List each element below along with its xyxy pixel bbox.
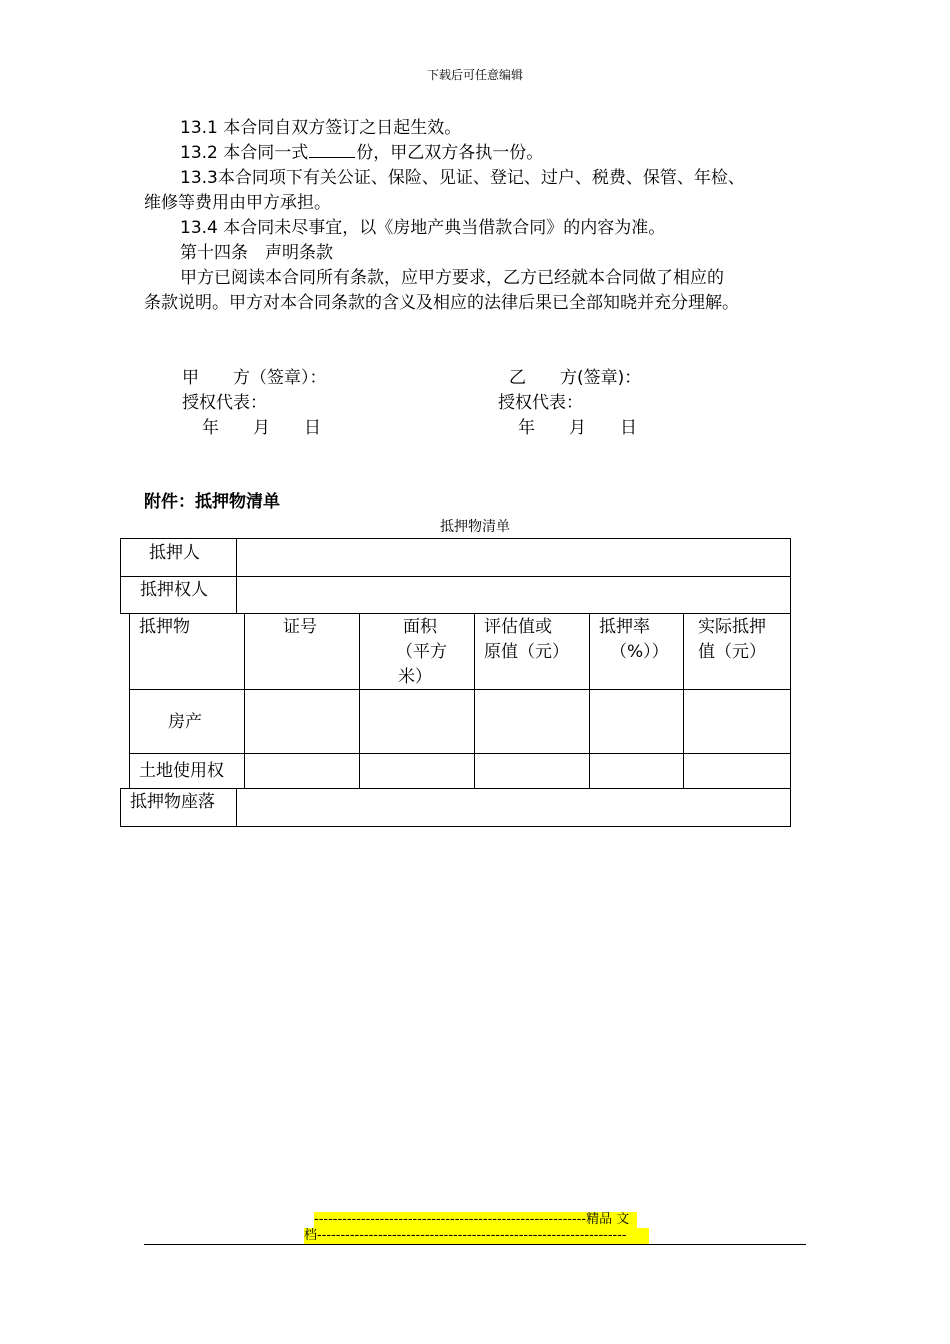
page-header-note: 下载后可任意编辑 [426,68,523,82]
clause-13-3-line2: 维修等费用由甲方承担。 [144,193,331,213]
row-property-rate-cell [589,689,684,754]
row-property-label-cell [129,689,245,754]
col-header-rate [589,613,684,690]
row-land-value-cell [474,753,590,789]
col-actual-label-1: 实际抵押 [698,617,766,637]
col-cert-label: 证号 [283,617,317,637]
mortgagee-value-cell [236,576,791,614]
party-b-date: 年 月 日 [518,418,637,438]
party-b-signature: 乙 方(签章)： [509,368,642,388]
attachment-heading: 附件：抵押物清单 [144,492,280,512]
mortgagee-label-cell [120,576,237,614]
clause-13-2 [180,141,543,166]
row-land-rate-cell [589,753,684,789]
party-a-representative: 授权代表： [182,393,267,413]
mortgagor-label: 抵押人 [149,543,200,563]
row-property-label: 房产 [168,712,202,732]
article-14-line2: 条款说明。甲方对本合同条款的含义及相应的法律后果已全部知晓并充分理解。 [144,293,739,313]
article-14-title: 第十四条 声明条款 [180,243,333,263]
location-value-cell [236,788,791,827]
party-b-representative: 授权代表： [498,393,583,413]
col-rate-label-2: （%）） [610,642,669,662]
table-caption: 抵押物清单 [440,519,510,535]
row-property-value-cell [474,689,590,754]
mortgagor-value-cell [236,538,791,577]
col-area-label-1: 面积 [403,617,437,637]
col-area-label-3: 米） [398,667,432,687]
col-area-label-2: （平方 [396,642,447,662]
clause-13-4: 13.4 本合同未尽事宜，以《房地产典当借款合同》的内容为准。 [180,218,666,238]
col-actual-label-2: 值（元） [698,642,766,662]
row-property-area-cell [359,689,475,754]
row-land-actual-cell [683,753,791,789]
footer-highlight-line1: ----------------------------------------------------------精品 文 [314,1212,637,1228]
col-header-item [129,613,245,690]
row-property-actual-cell [683,689,791,754]
col-value-label-1: 评估值或 [484,617,552,637]
col-header-area [359,613,475,690]
clause-13-2-part-a: 13.2 本合同一式 [180,143,309,163]
footer-divider [144,1244,806,1245]
copies-blank [309,142,355,158]
party-a-date: 年 月 日 [202,418,321,438]
location-label: 抵押物座落 [130,792,215,812]
article-14-line1: 甲方已阅读本合同所有条款，应甲方要求，乙方已经就本合同做了相应的 [180,268,724,288]
col-rate-label-1: 抵押率 [599,617,650,637]
row-land-area-cell [359,753,475,789]
mortgagor-label-cell [120,538,237,577]
party-a-signature: 甲 方（签章）： [182,368,327,388]
row-land-label-cell [129,753,245,789]
row-land-cert-cell [244,753,360,789]
clause-13-1: 13.1 本合同自双方签订之日起生效。 [180,118,462,138]
mortgagee-label: 抵押权人 [140,580,208,600]
clause-13-3-line1: 13.3本合同项下有关公证、保险、见证、登记、过户、税费、保管、年检、 [180,168,745,188]
col-header-cert [244,613,360,690]
col-item-label: 抵押物 [139,617,190,637]
clause-13-2-part-b: 份，甲乙双方各执一份。 [356,143,544,163]
row-land-label: 土地使用权 [139,761,224,781]
location-label-cell [120,788,237,827]
col-header-actual [683,613,791,690]
row-property-cert-cell [244,689,360,754]
col-header-value [474,613,590,690]
col-value-label-2: 原值（元） [484,642,569,662]
footer-highlight-line2: 档------------------------------------------------------------------ [304,1228,649,1244]
